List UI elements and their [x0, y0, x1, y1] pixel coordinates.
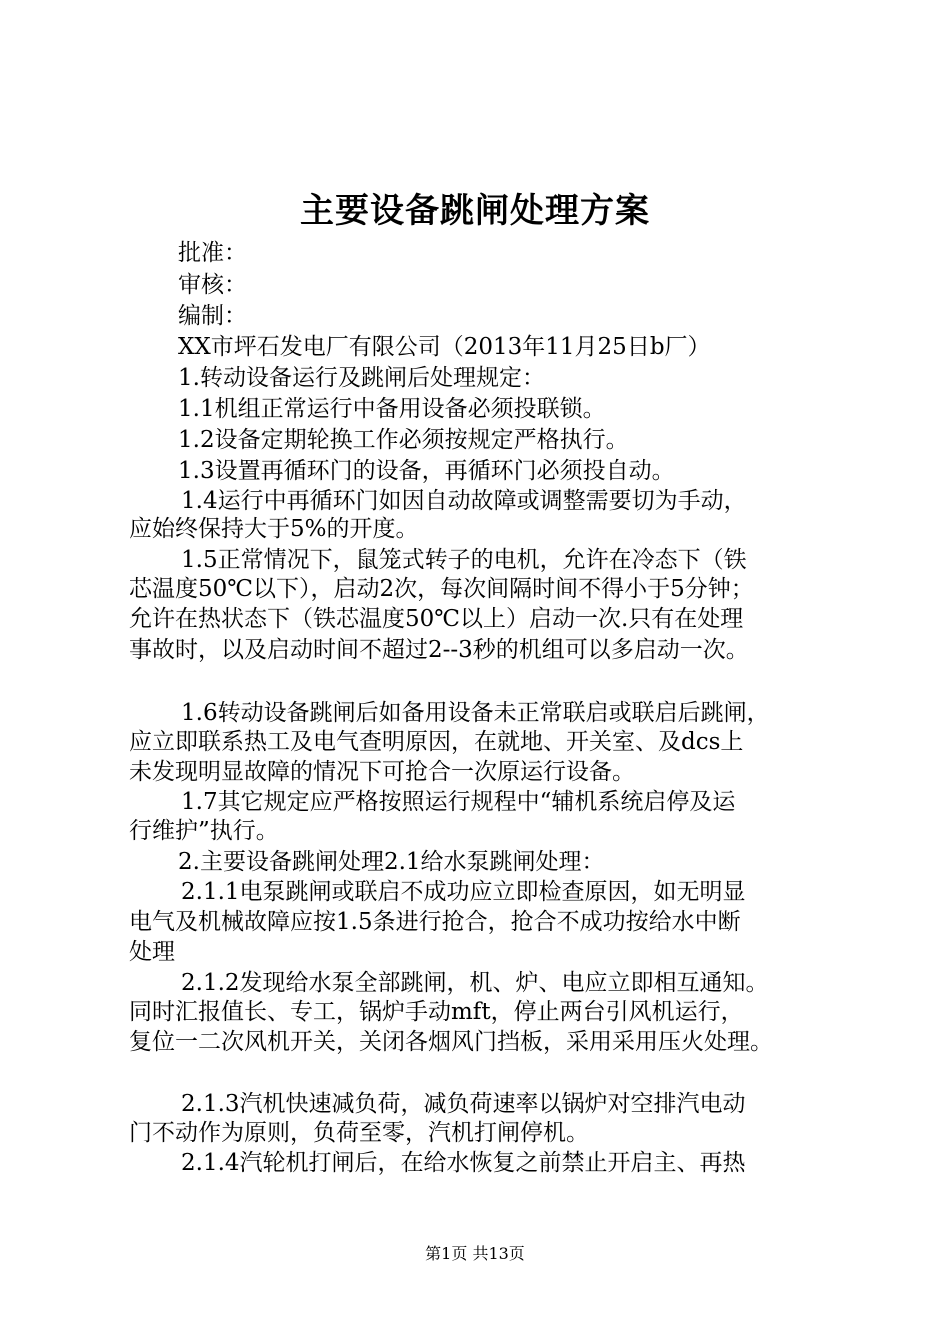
text-line: 允许在热状态下（铁芯温度50℃以上）启动一次.只有在处理	[129, 606, 744, 632]
text-line: 1.2设备定期轮换工作必须按规定严格执行。	[178, 427, 629, 453]
text-line: 1.6转动设备跳闸后如备用设备未正常联启或联启后跳闸，	[181, 700, 770, 726]
text-line: 复位一二次风机开关，关闭各烟风门挡板，采用采用压火处理。	[129, 1029, 773, 1055]
text-line: 1.5正常情况下，鼠笼式转子的电机，允许在冷态下（铁	[181, 547, 747, 573]
text-line: 1.1机组正常运行中备用设备必须投联锁。	[178, 396, 606, 422]
text-line: 1.转动设备运行及跳闸后处理规定：	[178, 365, 545, 391]
compile-line: 编制：	[178, 303, 247, 329]
text-line: 未发现明显故障的情况下可抢合一次原运行设备。	[129, 759, 635, 785]
text-line: 1.7其它规定应严格按照运行规程中“辅机系统启停及运	[181, 789, 736, 815]
text-line: 2.1.3汽机快速减负荷，减负荷速率以锅炉对空排汽电动	[181, 1091, 746, 1117]
text-line: 处理	[129, 939, 175, 965]
text-line: 1.3设置再循环门的设备，再循环门必须投自动。	[178, 458, 675, 484]
text-line: 事故时，以及启动时间不超过2--3秒的机组可以多启动一次。	[129, 637, 749, 663]
text-line: 应立即联系热工及电气查明原因，在就地、开关室、及dcs上	[129, 729, 744, 755]
text-line: 应始终保持大于5%的开度。	[129, 516, 419, 542]
text-line: 行维护”执行。	[129, 818, 279, 844]
review-line: 审核：	[178, 272, 247, 298]
text-line: 1.4运行中再循环门如因自动故障或调整需要切为手动，	[181, 488, 747, 514]
text-line: 门不动作为原则，负荷至零，汽机打闸停机。	[129, 1120, 589, 1146]
text-line: 2.主要设备跳闸处理2.1给水泵跳闸处理：	[178, 849, 605, 875]
text-line: 电气及机械故障应按1.5条进行抢合，抢合不成功按给水中断	[129, 909, 741, 935]
page-title: 主要设备跳闸处理方案	[300, 191, 650, 231]
page-footer: 第1页 共13页	[425, 1244, 525, 1263]
approval-line: 批准：	[178, 240, 247, 266]
text-line: 芯温度50℃以下），启动2次，每次间隔时间不得小于5分钟；	[129, 576, 754, 602]
text-line: 2.1.1电泵跳闸或联启不成功应立即检查原因，如无明显	[181, 879, 746, 905]
company-line: XX市坪石发电厂有限公司（2013年11月25日b厂）	[178, 334, 711, 360]
text-line: 同时汇报值长、专工，锅炉手动mft，停止两台引风机运行，	[129, 999, 744, 1025]
text-line: 2.1.4汽轮机打闸后，在给水恢复之前禁止开启主、再热	[181, 1150, 746, 1176]
text-line: 2.1.2发现给水泵全部跳闸，机、炉、电应立即相互通知。	[181, 970, 769, 996]
